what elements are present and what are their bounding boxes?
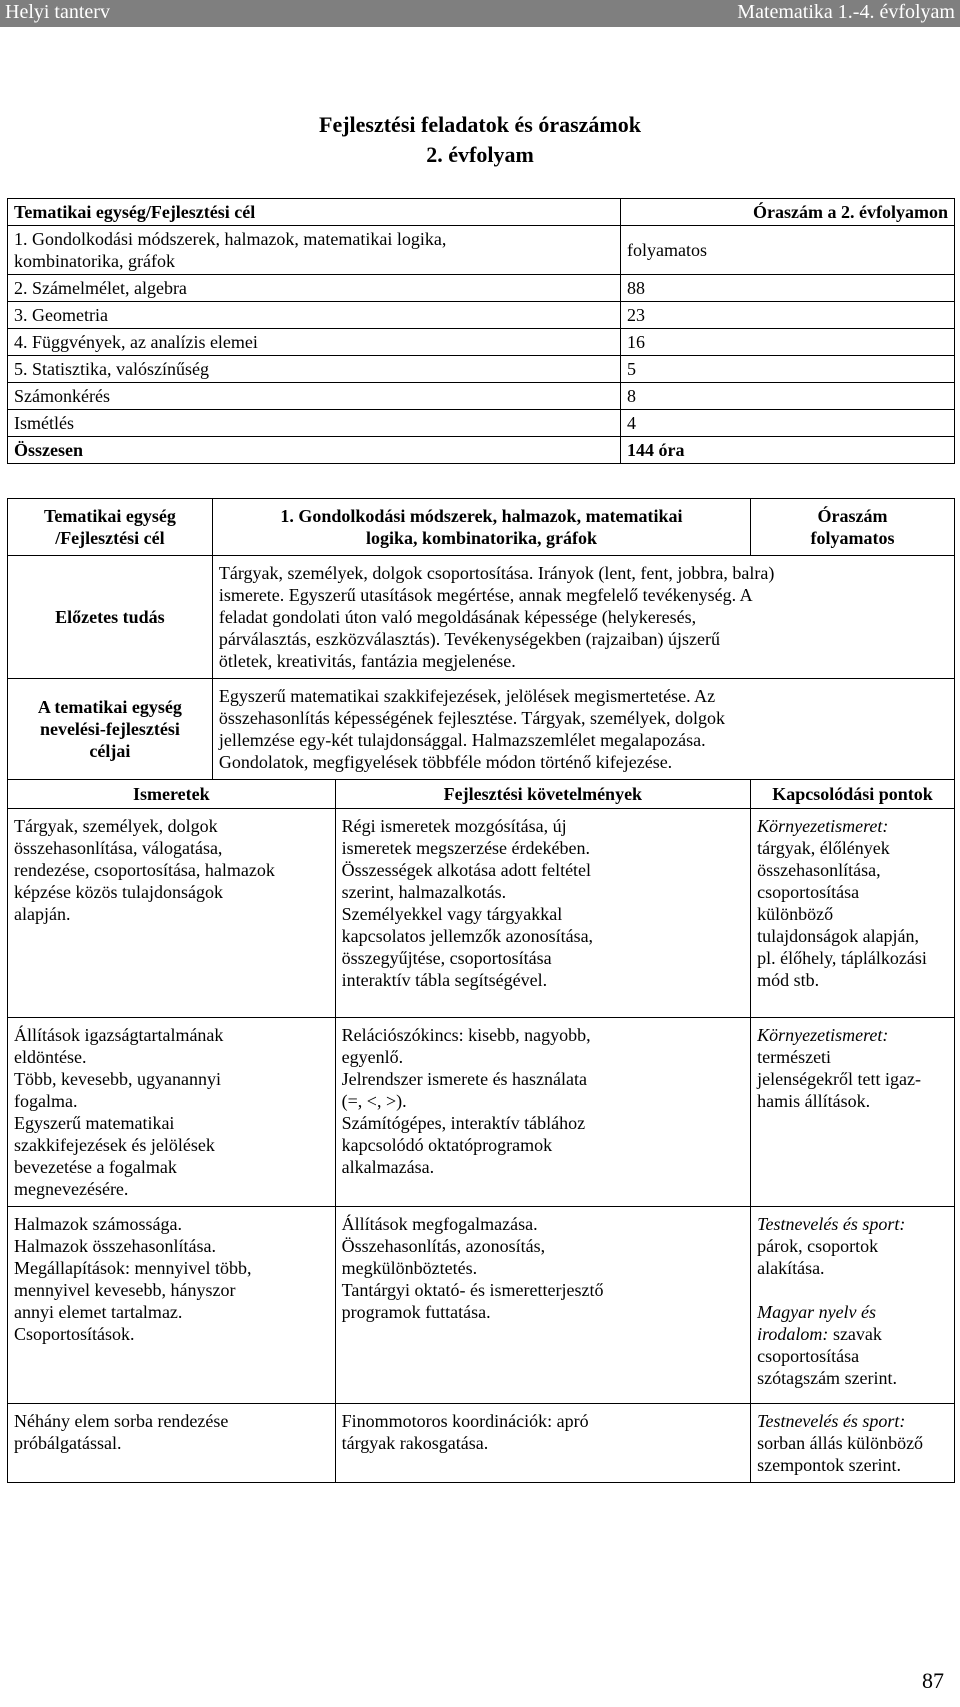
content-row [8,809,955,1018]
requirement-line: kapcsolódó oktatóprogramok [341,1135,553,1155]
unit-table [7,498,955,1483]
content-row [8,1207,955,1404]
col-links-header: Kapcsolódási pontok [751,780,955,809]
unit-head-left-1: Tematikai egység [44,506,176,526]
knowledge-line: bevezetése a fogalmak [14,1157,177,1177]
knowledge-cell [8,1404,336,1483]
overview-header-row [8,199,955,226]
requirement-line: (=, <, >). [341,1091,407,1111]
prior-knowledge-text [212,556,954,679]
links-line: hamis állítások. [757,1091,871,1111]
goals-label-2: nevelési-fejlesztési [39,719,180,739]
links-spacer [757,1279,948,1301]
links-cell [751,1404,955,1483]
requirement-line: Személyekkel vagy tárgyakkal [341,904,563,924]
requirements-cell [335,809,750,1018]
goals-text [212,679,954,780]
knowledge-line: Állítások igazságtartalmának [14,1025,224,1045]
header-right: Matematika 1.-4. évfolyam [737,1,955,23]
overview-total-hours: 144 óra [621,437,955,464]
knowledge-line: Egyszerű matematikai [14,1113,175,1133]
requirement-line: interaktív tábla segítségével. [341,970,548,990]
knowledge-line: megnevezésére. [14,1179,129,1199]
knowledge-line: Néhány elem sorba rendezése [14,1411,229,1431]
content-row [8,1018,955,1207]
goals-label-1: A tematikai egység [37,697,182,717]
prior-knowledge-row [8,556,955,679]
requirement-line: alkalmazása. [341,1157,435,1177]
links-line: tárgyak, élőlények [757,838,890,858]
prior-line: ismerete. Egyszerű utasítások megértése, annak megfelelő tevékenység. A [218,585,753,605]
knowledge-line: Tárgyak, személyek, dolgok [14,816,218,836]
links-inline-text: szavak [828,1324,882,1344]
links-line: természeti [757,1047,832,1067]
knowledge-line: szakkifejezések és jelölések [14,1135,215,1155]
unit-header-row [8,499,955,556]
prior-line: párválasztás, eszközválasztás). Tevékenységekben (rajzaiban) újszerű [218,629,720,649]
knowledge-cell [8,1018,336,1207]
requirement-line: Régi ismeretek mozgósítása, új [341,816,567,836]
links-subject: Testnevelés és sport: [757,1214,906,1234]
links-line: alakítása. [757,1258,825,1278]
links-cell [751,809,955,1018]
knowledge-line: eldöntése. [14,1047,87,1067]
overview-row-label: Számonkérés [8,383,621,410]
knowledge-line: próbálgatással. [14,1433,122,1453]
links-subject: Magyar nyelv és [757,1302,877,1322]
knowledge-line: rendezése, csoportosítása, halmazok [14,860,275,880]
requirement-line: Jelrendszer ismerete és használata [341,1069,588,1089]
overview-row-hours: 5 [621,356,955,383]
goals-line: jellemzése egy-két tulajdonsággal. Halmazszemlélet megalapozása. [218,730,706,750]
goals-line: Gondolatok, megfigyelések többféle módon történő kifejezése. [218,752,673,772]
header-left: Helyi tanterv [5,1,110,23]
knowledge-line: összehasonlítása, válogatása, [14,838,223,858]
columns-header-row [8,780,955,809]
requirement-line: szerint, halmazalkotás. [341,882,507,902]
links-subject: irodalom: [757,1324,829,1344]
links-line: összehasonlítása, [757,860,881,880]
knowledge-line: mennyivel kevesebb, hányszor [14,1280,236,1300]
knowledge-line: Megállapítások: mennyivel több, [14,1258,252,1278]
links-line: csoportosítása [757,882,860,902]
links-line: tulajdonságok alapján, [757,926,920,946]
overview-row [8,275,955,302]
knowledge-line: képzése közös tulajdonságok [14,882,223,902]
knowledge-line: Halmazok összehasonlítása. [14,1236,216,1256]
page-number: 87 [922,1668,944,1693]
overview-row [8,383,955,410]
overview-row-hours: 88 [621,275,955,302]
knowledge-line: Több, kevesebb, ugyanannyi [14,1069,221,1089]
knowledge-cell [8,1207,336,1404]
requirement-line: Számítógépes, interaktív táblához [341,1113,586,1133]
prior-line: Tárgyak, személyek, dolgok csoportosítása. Irányok (lent, fent, jobbra, balra) [218,563,775,583]
overview-row [8,226,955,275]
requirement-line: tárgyak rakosgatása. [341,1433,489,1453]
title-line-2: 2. évfolyam [426,142,534,167]
overview-row-label [8,226,621,275]
goals-label-3: céljai [89,741,131,761]
col-knowledge-header: Ismeretek [8,780,336,809]
unit-head-title-2: logika, kombinatorika, gráfok [365,528,597,548]
page-title [0,110,960,170]
overview-row-hours: 8 [621,383,955,410]
unit-head-hours-1: Óraszám [817,506,888,526]
unit-head-hours [751,499,955,556]
requirement-line: kapcsolatos jellemzők azonosítása, [341,926,594,946]
links-line: pl. élőhely, táplálkozási [757,948,927,968]
overview-total-row [8,437,955,464]
overview-row-hours: 23 [621,302,955,329]
page-header [0,0,960,27]
title-line-1: Fejlesztési feladatok és óraszámok [319,112,641,137]
content-row [8,1404,955,1483]
goals-row [8,679,955,780]
requirement-line: Összességek alkotása adott feltétel [341,860,592,880]
requirement-line: Finommotoros koordinációk: apró [341,1411,589,1431]
unit-head-title-1: 1. Gondolkodási módszerek, halmazok, matematikai [280,506,683,526]
prior-knowledge-label: Előzetes tudás [8,556,213,679]
requirement-line: ismeretek megszerzése érdekében. [341,838,591,858]
requirements-cell [335,1404,750,1483]
requirement-line: Relációszókincs: kisebb, nagyobb, [341,1025,591,1045]
overview-row-label-a: 1. Gondolkodási módszerek, halmazok, matematikai logika, [14,229,447,249]
overview-col1-header: Tematikai egység/Fejlesztési cél [8,199,621,226]
knowledge-cell [8,809,336,1018]
requirement-line: programok futtatása. [341,1302,491,1322]
links-line: csoportosítása [757,1346,860,1366]
goals-label [8,679,213,780]
links-subject: Környezetismeret: [757,1025,889,1045]
overview-row-hours: 16 [621,329,955,356]
overview-row-label: 5. Statisztika, valószínűség [8,356,621,383]
links-line: jelenségekről tett igaz- [757,1069,922,1089]
requirements-cell [335,1018,750,1207]
overview-row-label: 3. Geometria [8,302,621,329]
overview-row-label-b: kombinatorika, gráfok [14,251,175,271]
knowledge-line: alapján. [14,904,71,924]
overview-row [8,410,955,437]
requirement-line: Tantárgyi oktató- és ismeretterjesztő [341,1280,604,1300]
requirement-line: megkülönböztetés. [341,1258,478,1278]
links-line: különböző [757,904,834,924]
overview-row-hours: folyamatos [621,226,955,275]
links-subject: Környezetismeret: [757,816,889,836]
unit-head-left [8,499,213,556]
knowledge-line: fogalma. [14,1091,78,1111]
overview-row [8,329,955,356]
links-line: szótagszám szerint. [757,1368,898,1388]
links-line: sorban állás különböző [757,1433,924,1453]
overview-row [8,302,955,329]
overview-row [8,356,955,383]
requirements-cell [335,1207,750,1404]
requirement-line: Összehasonlítás, azonosítás, [341,1236,546,1256]
links-line: mód stb. [757,970,820,990]
overview-row-label: 2. Számelmélet, algebra [8,275,621,302]
overview-row-hours: 4 [621,410,955,437]
col-requirements-header: Fejlesztési követelmények [335,780,750,809]
requirement-line: Állítások megfogalmazása. [341,1214,538,1234]
knowledge-line: Halmazok számossága. [14,1214,182,1234]
links-line [757,1323,948,1345]
goals-line: összehasonlítás képességének fejlesztése. Tárgyak, személyek, dolgok [218,708,725,728]
links-cell [751,1018,955,1207]
prior-line: ötletek, kreativitás, fantázia megjelenése. [218,651,516,671]
links-line: szempontok szerint. [757,1455,902,1475]
links-cell [751,1207,955,1404]
unit-head-title [212,499,750,556]
overview-table [7,198,955,464]
overview-col2-header: Óraszám a 2. évfolyamon [621,199,955,226]
prior-line: feladat gondolati úton való megoldásának képessége (helykeresés, [218,607,697,627]
knowledge-line: Csoportosítások. [14,1324,135,1344]
requirement-line: összegyűjtése, csoportosítása [341,948,552,968]
requirement-line: egyenlő. [341,1047,404,1067]
links-line: párok, csoportok [757,1236,879,1256]
goals-line: Egyszerű matematikai szakkifejezések, jelölések megismertetése. Az [218,686,716,706]
overview-total-label: Összesen [8,437,621,464]
links-subject: Testnevelés és sport: [757,1411,906,1431]
knowledge-line: annyi elemet tartalmaz. [14,1302,183,1322]
unit-head-hours-2: folyamatos [810,528,895,548]
unit-head-left-2: /Fejlesztési cél [55,528,165,548]
overview-row-label: 4. Függvények, az analízis elemei [8,329,621,356]
overview-row-label: Ismétlés [8,410,621,437]
